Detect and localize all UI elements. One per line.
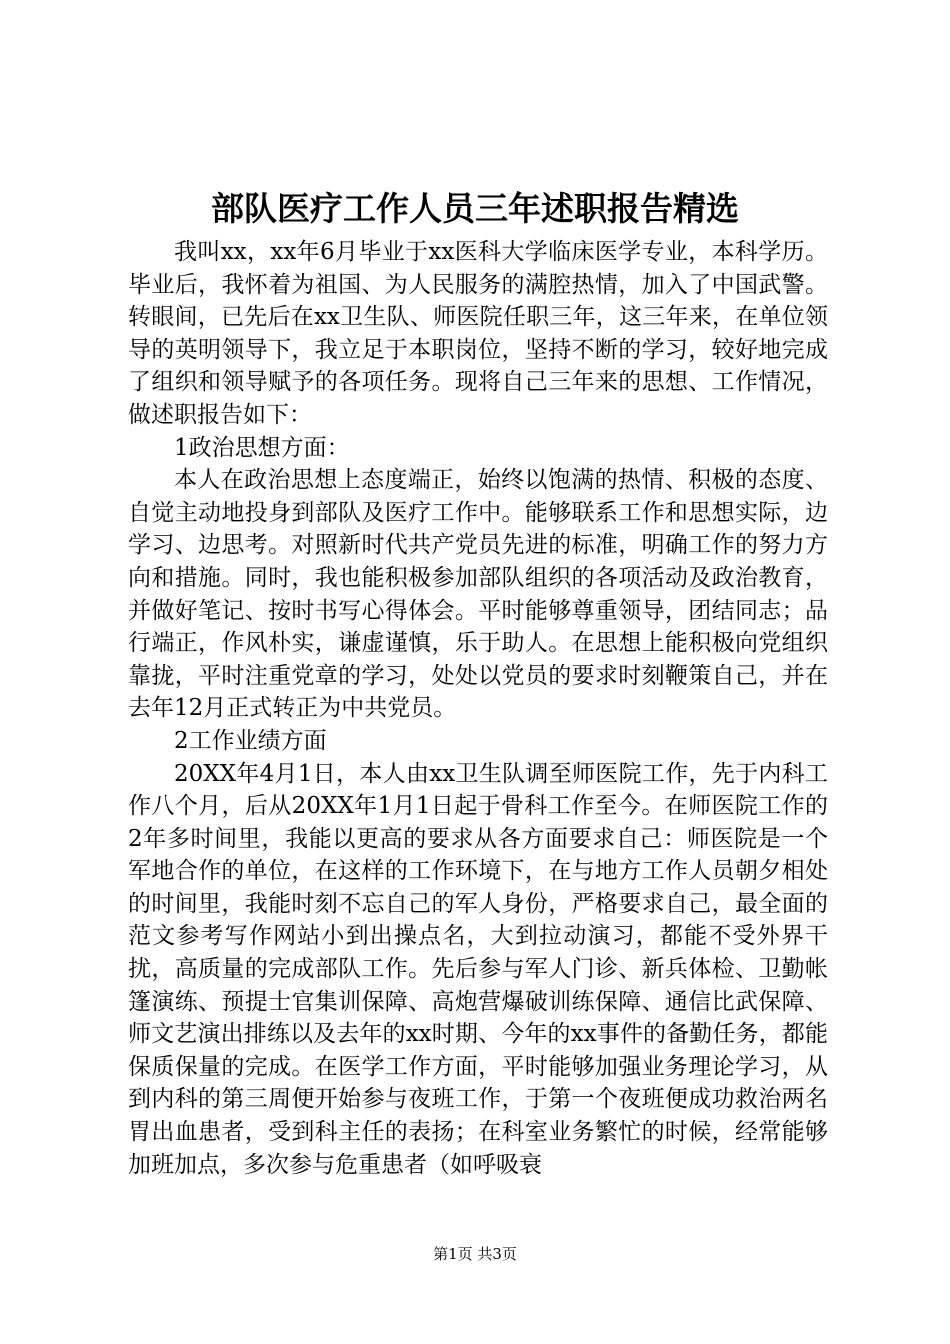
section-heading-work: 2工作业绩方面 (174, 727, 327, 754)
paragraph-work: 20XX年4月1日，本人由xx卫生队调至师医院工作，先于内科工作八个月，后从20XX年1月1日起于骨科工作至今。在师医院工作的2年多时间里，我能以更高的要求从各方面要求自己：师医院是一个军地合作的单位，在这样的工作环境下，在与地方工作人员朝夕相处的时间里，我能时刻不忘自己的军人身份，严格要求自己，最全面的范文参考写作网站小到出操点名，大到拉动演习，都能不受外界干扰，高质量的完成部队工作。先后参与军人门诊、新兵体检、卫勤帐篷演练、预提士官集训保障、高炮营爆破训练保障、通信比武保障、师文艺演出排练以及去年的xx时期、今年的xx事件的备勤任务，都能保质保量的完成。在医学工作方面，平时能够加强业务理论学习，从到内科的第三周便开始参与夜班工作，于第一个夜班便成功救治两名胃出血患者，受到科主任的表扬；在科室业务繁忙的时候，经常能够加班加点，多次参与危重患者（如呼吸衰 (128, 760, 828, 1178)
paragraph-intro: 我叫xx，xx年6月毕业于xx医科大学临床医学专业，本科学历。毕业后，我怀着为祖国、为人民服务的满腔热情，加入了中国武警。转眼间，已先后在xx卫生队、师医院任职三年，这三年来，在单位领导的英明领导下，我立足于本职岗位，坚持不断的学习，较好地完成了组织和领导赋予的各项任务。现将自己三年来的思想、工作情况，做述职报告如下： (128, 239, 828, 428)
section-heading-political: 1政治思想方面： (174, 434, 350, 461)
page-footer: 第1页 共3页 (433, 1245, 517, 1263)
document-body (128, 236, 828, 1181)
paragraph-political: 本人在政治思想上态度端正，始终以饱满的热情、积极的态度、自觉主动地投身到部队及医疗工作中。能够联系工作和思想实际，边学习、边思考。对照新时代共产党员先进的标准，明确工作的努力方向和措施。同时，我也能积极参加部队组织的各项活动及政治教育，并做好笔记、按时书写心得体会。平时能够尊重领导，团结同志；品行端正，作风朴实，谦虚谨慎，乐于助人。在思想上能积极向党组织靠拢，平时注重党章的学习，处处以党员的要求时刻鞭策自己，并在去年12月正式转正为中共党员。 (128, 467, 828, 722)
document-title: 部队医疗工作人员三年述职报告精选 (211, 189, 739, 228)
